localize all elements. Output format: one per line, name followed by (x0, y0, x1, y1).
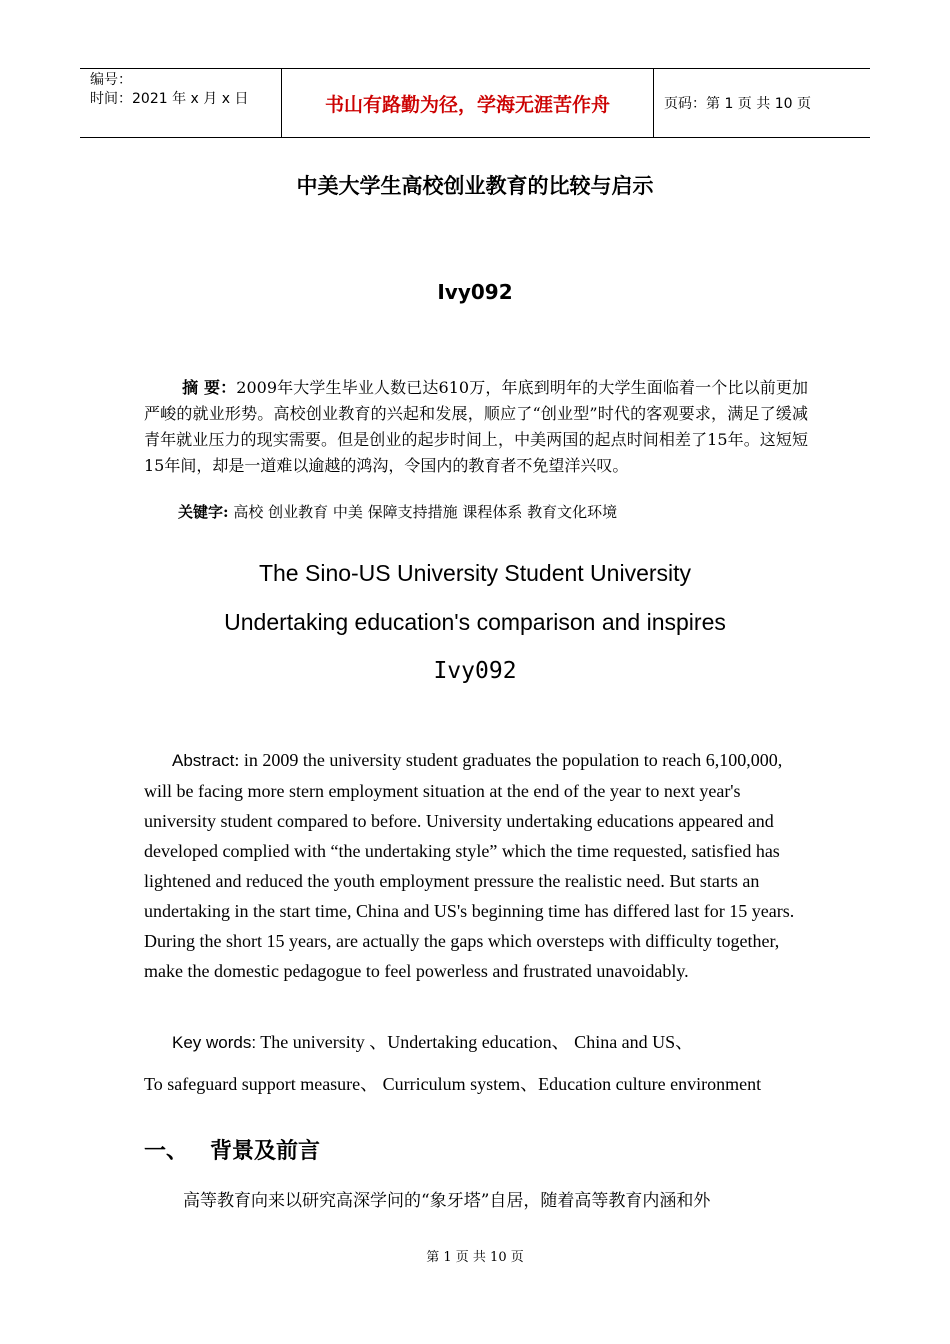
english-abstract-text: : in 2009 the university student graduates the population to reach 6,100,000, will be facing more stern employment situation at the end of the year to next year's university student compared to before. University undertaking educations appeared and developed complied with “the undertaking style” which the time requested, satisfied has lightened and reduced the youth employment pressure the realistic need. But starts an undertaking in the start time, China and US's beginning time has differed last for 15 years. During the short 15 years, are actually the gaps which oversteps with difficulty together, make the domestic pedagogue to feel powerless and frustrated unavoidably. (144, 750, 795, 981)
page-code-cell (654, 69, 870, 137)
section-heading (144, 1134, 320, 1165)
section-number: 一、 (144, 1138, 189, 1164)
motto-cell (281, 69, 654, 137)
english-title-line-1: The Sino-US University Student University (258, 560, 692, 586)
english-abstract (144, 745, 804, 986)
page-footer: 第 1 页 共 10 页 (426, 1250, 524, 1265)
english-keywords-text-1: The university 、Undertaking education、 China and US、 (256, 1032, 694, 1052)
chinese-abstract-text: 2009年大学生毕业人数已达610万，年底到明年的大学生面临着一个比以前更加严峻的就业形势。高校创业教育的兴起和发展，顺应了“创业型”时代的客观要求，满足了缓减青年就业压力的现实需要。但是创业的起步时间上，中美两国的起点时间相差了15年。这短短15年间，却是一道难以逾越的鸿沟，令国内的教育者不免望洋兴叹。 (144, 378, 808, 475)
time-label: 时间：2021 年 x 月 x 日 (90, 91, 249, 107)
english-keywords-line-2: To safeguard support measure、 Curriculum system、Education culture environment (144, 1074, 762, 1094)
chinese-abstract-label: 摘 要： (182, 378, 237, 397)
number-label: 编号： (90, 72, 132, 88)
english-author: Ivy092 (433, 658, 517, 684)
english-title-line-2: Undertaking education's comparison and inspires (224, 609, 726, 635)
english-keywords-label: Key words: (172, 1033, 257, 1052)
motto: 书山有路勤为径，学海无涯苦作舟 (324, 93, 610, 116)
english-keywords-line-1 (172, 1027, 693, 1058)
section-paragraph: 高等教育向来以研究高深学问的“象牙塔”自居，随着高等教育内涵和外 (183, 1191, 711, 1211)
author: Ivy092 (437, 280, 513, 304)
chinese-keywords-label: 关键字: (178, 503, 229, 521)
chinese-keywords (178, 500, 617, 524)
header-meta-cell (80, 69, 281, 137)
page-code: 页码：第 1 页 共 10 页 (664, 96, 811, 112)
document-title: 中美大学生高校创业教育的比较与启示 (296, 174, 654, 198)
english-abstract-label: Abstract (172, 751, 235, 770)
header-table (80, 68, 870, 138)
chinese-keywords-text: 高校 创业教育 中美 保障支持措施 课程体系 教育文化环境 (228, 503, 618, 521)
chinese-abstract (144, 375, 808, 479)
section-title: 背景及前言 (210, 1138, 321, 1164)
